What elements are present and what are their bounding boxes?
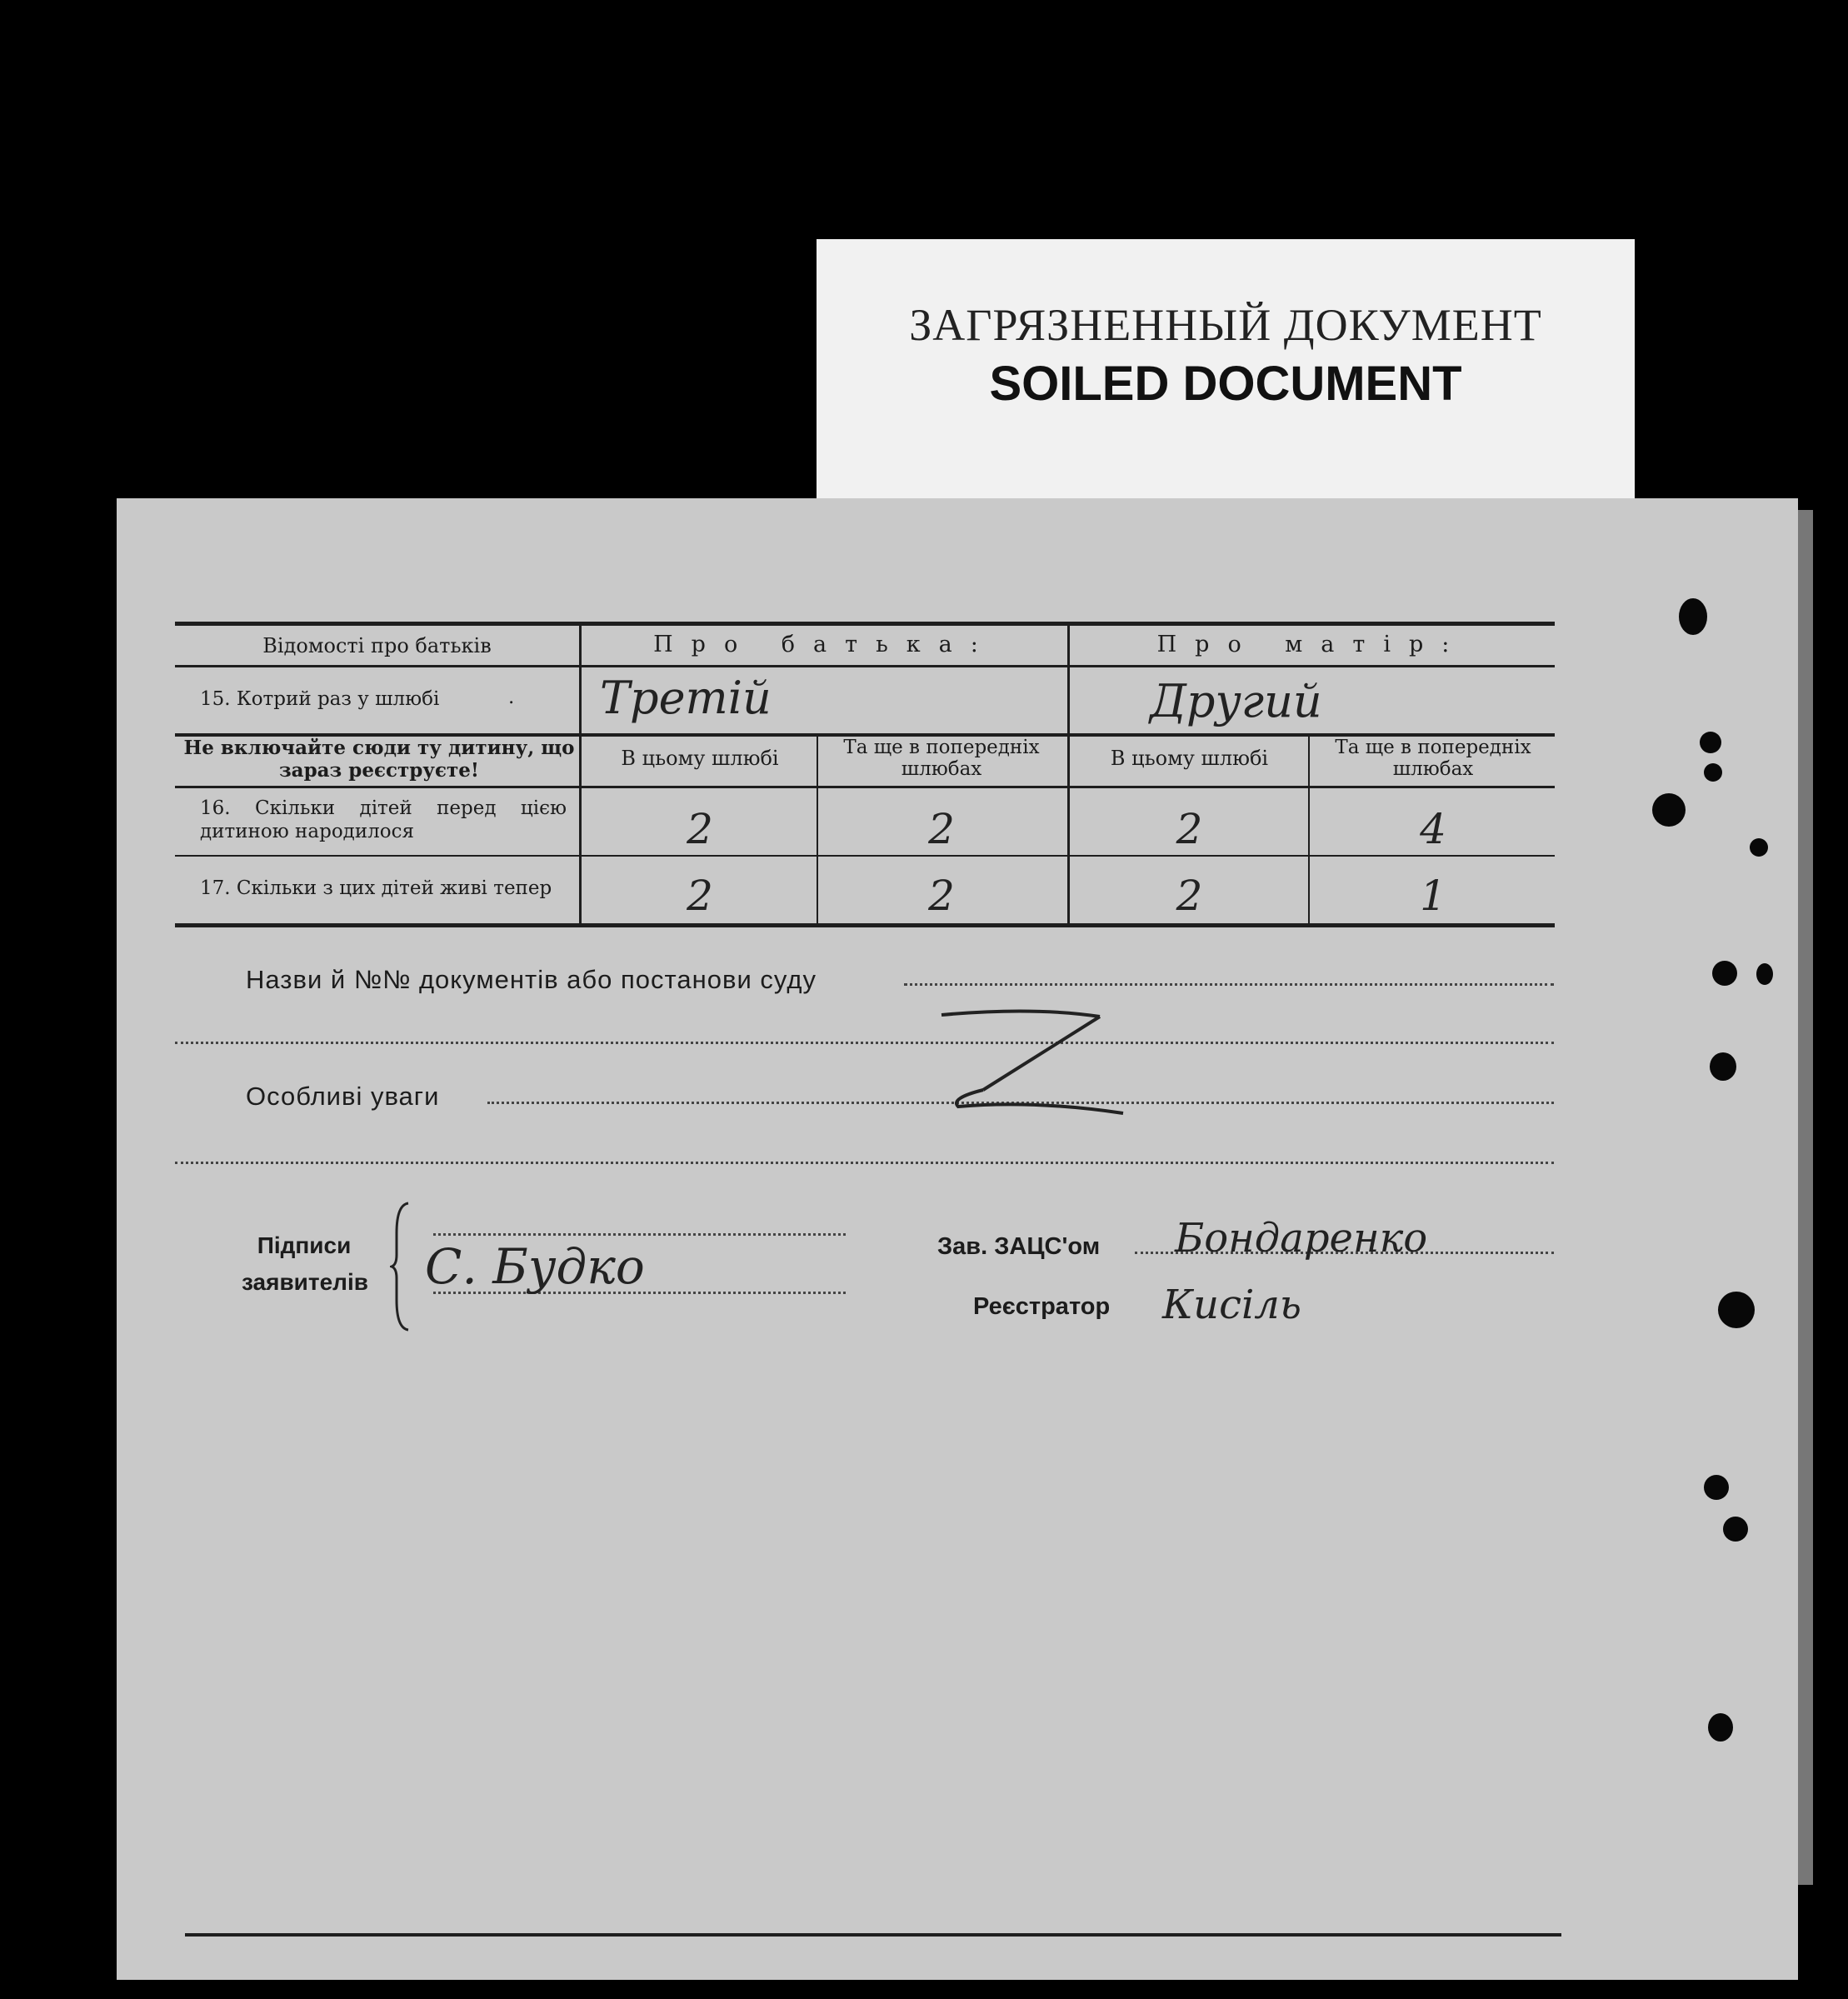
punch-hole bbox=[1712, 961, 1737, 986]
punch-hole bbox=[1679, 598, 1707, 635]
table-column-rule bbox=[1067, 623, 1070, 925]
brace-icon bbox=[390, 1200, 415, 1333]
table-rule bbox=[175, 786, 1555, 788]
remarks-label: Особливі уваги bbox=[246, 1082, 440, 1111]
applicant-signature: С. Будко bbox=[425, 1238, 645, 1295]
header-parents-info: Відомості про батьків bbox=[262, 634, 492, 657]
documents-line-2 bbox=[175, 1042, 1554, 1044]
soiled-label-russian: ЗАГРЯЗНЕННЫЙ ДОКУМЕНТ bbox=[909, 300, 1542, 350]
table-rule bbox=[175, 665, 1555, 667]
punch-hole bbox=[1723, 1517, 1748, 1542]
exclude-child-note: Не включайте сюди ту дитину, що зараз реєструєте! bbox=[183, 737, 575, 782]
row15-father-value: Третій bbox=[600, 672, 772, 724]
sheet-edge-shadow bbox=[1798, 510, 1813, 1885]
applicants-signatures-label: Підписи заявителів bbox=[242, 1232, 368, 1295]
punch-hole bbox=[1700, 732, 1721, 753]
leader-dots: . bbox=[508, 687, 515, 708]
strike-mark bbox=[933, 1007, 1133, 1123]
header-father: Про батька: bbox=[653, 632, 996, 657]
soiled-label-english: SOILED DOCUMENT bbox=[989, 357, 1462, 411]
punch-hole bbox=[1710, 1052, 1736, 1081]
documents-line bbox=[904, 983, 1554, 986]
table-bottom-rule bbox=[175, 923, 1555, 927]
applicant-signature-line-1 bbox=[433, 1233, 846, 1236]
table-column-rule bbox=[817, 735, 818, 925]
row16-father-this: 2 bbox=[687, 805, 713, 853]
head-zags-label: Зав. ЗАЦС'ом bbox=[937, 1233, 1101, 1260]
punch-hole bbox=[1704, 1475, 1729, 1500]
row17-father-previous: 2 bbox=[928, 872, 955, 920]
registrar-signature: Кисіль bbox=[1162, 1282, 1301, 1328]
row16-mother-this: 2 bbox=[1176, 805, 1203, 853]
header-mother: Про матір: bbox=[1156, 632, 1468, 657]
mother-previous-marriages-header: Та ще в попередніх шлюбах bbox=[1335, 737, 1531, 780]
father-previous-marriages-header: Та ще в попередніх шлюбах bbox=[843, 737, 1040, 780]
row15-mother-value: Другий bbox=[1150, 675, 1322, 727]
punch-hole bbox=[1652, 793, 1686, 827]
row17-father-this: 2 bbox=[687, 872, 713, 920]
table-rule bbox=[175, 855, 1555, 857]
sheet-bottom-rule bbox=[185, 1933, 1561, 1937]
table-top-rule bbox=[175, 622, 1555, 626]
mother-this-marriage-header: В цьому шлюбі bbox=[1110, 747, 1269, 770]
document-sheet bbox=[117, 498, 1798, 1980]
table-column-rule bbox=[579, 623, 582, 925]
remarks-line-2 bbox=[175, 1162, 1554, 1164]
row16-father-previous: 2 bbox=[928, 805, 955, 853]
row16-mother-previous: 4 bbox=[1420, 805, 1446, 853]
registrar-label: Реєстратор bbox=[973, 1293, 1111, 1320]
punch-hole bbox=[1756, 963, 1773, 985]
row17-mother-this: 2 bbox=[1176, 872, 1203, 920]
table-column-rule bbox=[1308, 735, 1310, 925]
row17-label: 17. Скільки з цих дітей живі тепер bbox=[200, 877, 552, 899]
punch-hole bbox=[1708, 1713, 1733, 1742]
father-this-marriage-header: В цьому шлюбі bbox=[621, 747, 779, 770]
row15-label: 15. Котрий раз у шлюбі bbox=[200, 688, 440, 710]
head-signature: Бондаренко bbox=[1175, 1215, 1428, 1262]
punch-hole bbox=[1718, 1292, 1755, 1328]
row17-mother-previous: 1 bbox=[1420, 872, 1446, 920]
punch-hole bbox=[1704, 763, 1722, 782]
row16-label: 16. Скільки дітей перед цією дитиною народилося bbox=[200, 797, 567, 842]
documents-label: Назви й №№ документів або постанови суду bbox=[246, 965, 817, 994]
soiled-document-card bbox=[817, 239, 1635, 506]
punch-hole bbox=[1750, 838, 1768, 857]
